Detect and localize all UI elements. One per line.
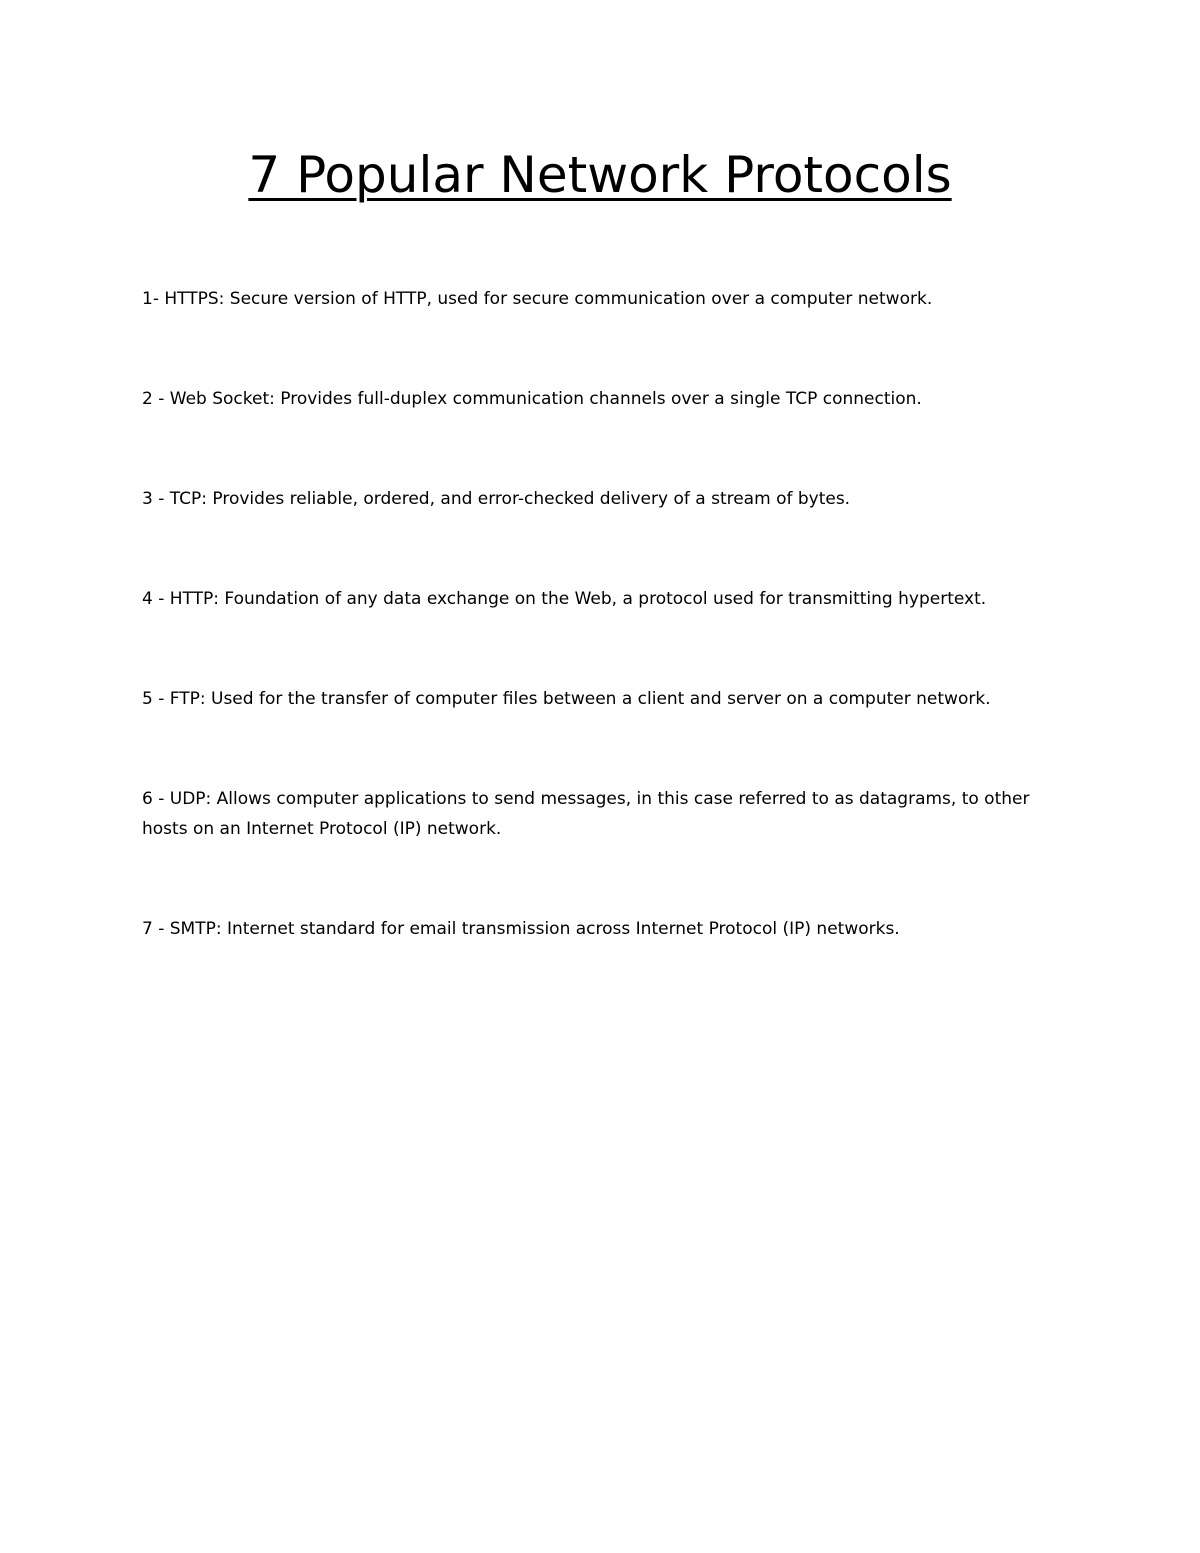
- protocol-item-udp: 6 - UDP: Allows computer applications to send messages, in this case referred to as datagrams, to other hosts on an Internet Protocol (IP) network.: [142, 789, 1030, 839]
- protocol-item-smtp: 7 - SMTP: Internet standard for email transmission across Internet Protocol (IP) networks.: [142, 919, 900, 939]
- protocol-item-https: 1- HTTPS: Secure version of HTTP, used for secure communication over a computer network.: [142, 289, 933, 309]
- protocol-item-ftp: 5 - FTP: Used for the transfer of computer files between a client and server on a computer network.: [142, 689, 991, 709]
- document-title: [0, 140, 1200, 210]
- protocol-item-tcp: 3 - TCP: Provides reliable, ordered, and error-checked delivery of a stream of bytes.: [142, 489, 851, 509]
- document-title-text: 7 Popular Network Protocols: [248, 146, 952, 204]
- protocol-item-websocket: 2 - Web Socket: Provides full-duplex communication channels over a single TCP connection.: [142, 389, 922, 409]
- protocol-item-http: 4 - HTTP: Foundation of any data exchange on the Web, a protocol used for transmitting hypertext.: [142, 589, 987, 609]
